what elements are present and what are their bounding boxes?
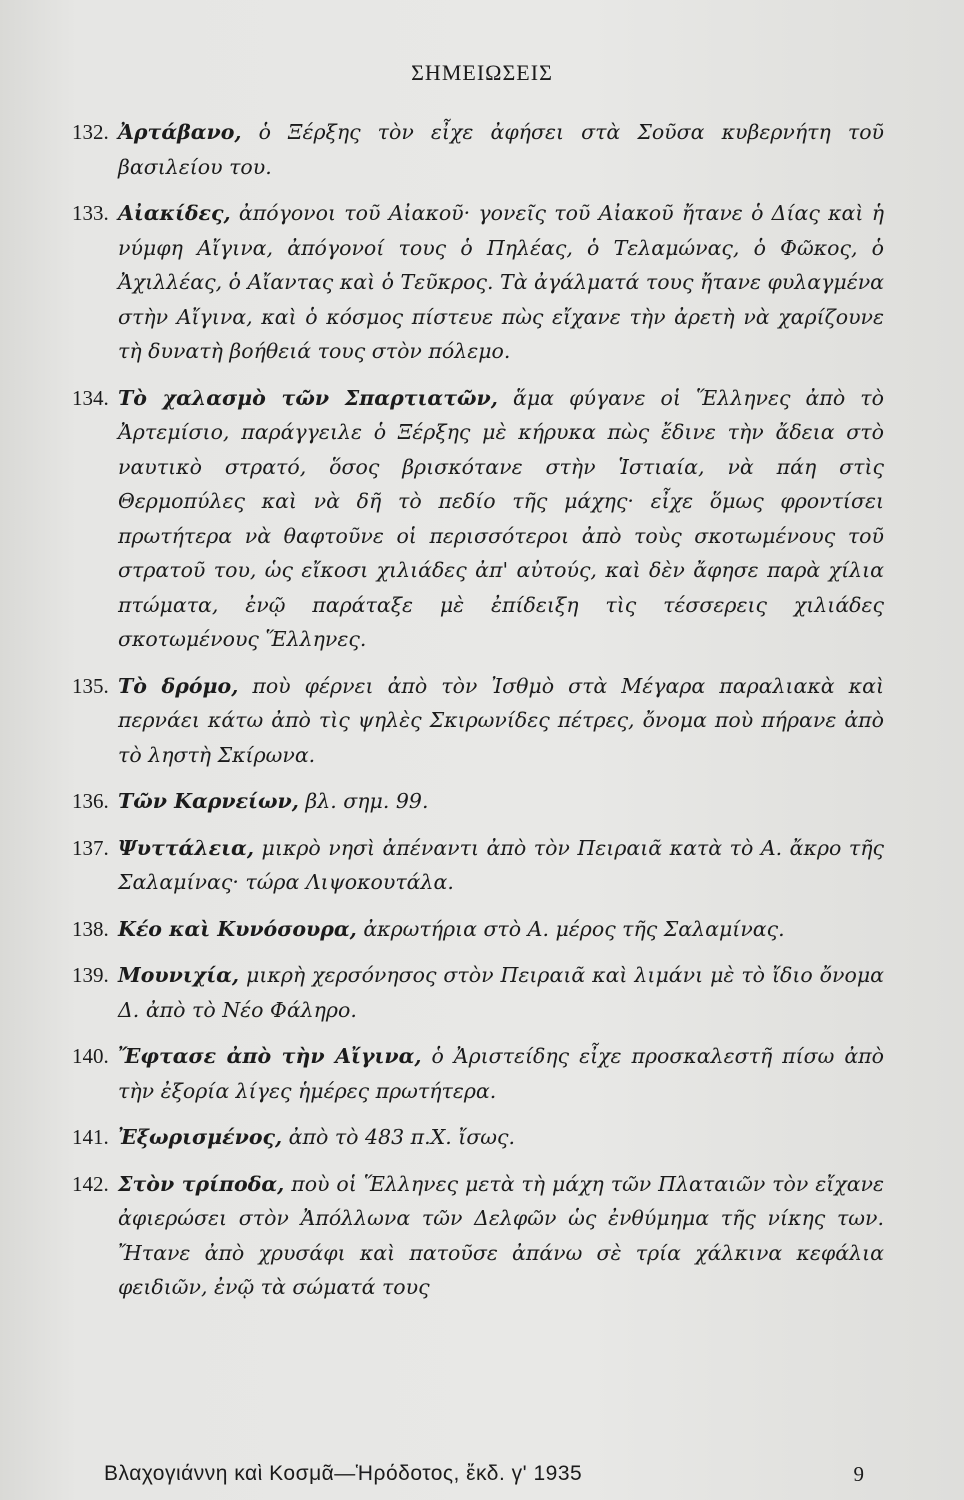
note-text: ἀπὸ τὸ 483 π.Χ. ἴσως. <box>282 1125 516 1149</box>
note-text: βλ. σημ. 99. <box>298 789 429 813</box>
note-lemma: Ψυττάλεια, <box>118 835 254 860</box>
note-142 <box>72 1167 884 1305</box>
note-number: 141. <box>72 1125 109 1149</box>
note-133 <box>72 196 884 369</box>
note-140 <box>72 1039 884 1108</box>
note-text: ἀκρωτήρια στὸ Α. μέρος τῆς Σαλαμίνας. <box>356 916 785 941</box>
note-number: 134. <box>72 385 109 410</box>
note-number: 135. <box>72 673 109 698</box>
note-text: ὁ Ξέρξης τὸν εἶχε ἀφήσει στὰ Σοῦσα κυβερνήτη τοῦ βασιλείου του. <box>118 120 884 179</box>
note-lemma: Κέο καὶ Κυνόσουρα, <box>118 916 357 941</box>
note-text: ἅμα φύγανε οἱ Ἕλληνες ἀπὸ τὸ Ἀρτεμίσιο, παράγγειλε ὁ Ξέρξης μὲ κήρυκα πὼς ἔδινε τὴν ἄδεια στὸ ναυτικὸ στρατό, ὅσος βρισκότανε στὴν Ἱστιαία, νὰ πάη στὶς Θερμοπύλες καὶ νὰ δῆ τὸ πεδίο τῆς μάχης· εἶχε ὅμως φροντίσει πρωτήτερα νὰ θαφτοῦνε οἱ περισσότεροι ἀπὸ τοὺς σκοτωμένους τοῦ στρατοῦ του, ὡς εἴκοσι χιλιάδες ἀπ' αὐτούς, καὶ δὲν ἄφησε παρὰ χίλια πτώματα, ἐνῷ παράταξε μὲ ἐπίδειξη τὶς τέσσερεις χιλιάδες σκοτωμένους Ἕλληνες. <box>118 385 884 651</box>
note-135 <box>72 669 884 773</box>
note-number: 136. <box>72 789 109 813</box>
note-lemma: Τὸ χαλασμὸ τῶν Σπαρτιατῶν, <box>118 385 498 410</box>
note-136 <box>72 784 884 819</box>
notes-list <box>72 115 884 1317</box>
note-number: 132. <box>72 120 109 144</box>
note-lemma: Ἔφτασε ἀπὸ τὴν Αἴγινα, <box>118 1044 422 1068</box>
note-text: ὁ Ἀριστείδης εἶχε προσκαλεστῆ πίσω ἀπὸ τὴν ἐξορία λίγες ἡμέρες πρωτήτερα. <box>118 1044 884 1103</box>
note-number: 138. <box>72 916 109 941</box>
note-number: 142. <box>72 1171 109 1196</box>
note-text: ποὺ οἱ Ἕλληνες μετὰ τὴ μάχη τῶν Πλαταιῶν τὸν εἴχανε ἀφιερώσει στὸν Ἀπόλλωνα τῶν Δελφῶν ὡς ἐνθύμημα τῆς νίκης των. Ἤτανε ἀπὸ χρυσάφι καὶ πατοῦσε ἀπάνω σὲ τρία χάλκινα κεφάλια φειδιῶν, ἐνῷ τὰ σώματά τους <box>118 1171 884 1299</box>
page-number: 9 <box>853 1462 864 1486</box>
note-137 <box>72 831 884 900</box>
note-number: 139. <box>72 963 109 987</box>
note-text: ἀπόγονοι τοῦ Αἰακοῦ· γονεῖς τοῦ Αἰακοῦ ἤτανε ὁ Δίας καὶ ἡ νύμφη Αἴγινα, ἀπόγονοί τους ὁ Πηλέας, ὁ Τελαμώνας, ὁ Φῶκος, ὁ Ἀχιλλέας, ὁ Αἴαντας καὶ ὁ Τεῦκρος. Τὰ ἀγάλματά τους ἤτανε φυλαγμένα στὴν Αἴγινα, καὶ ὁ κόσμος πίστευε πὼς εἴχανε τὴν ἀρετὴ νὰ χαρίζουνε τὴ δυνατὴ βοήθειά τους στὸν πόλεμο. <box>118 201 884 363</box>
note-139 <box>72 958 884 1027</box>
note-lemma: Στὸν τρίποδα, <box>118 1171 285 1196</box>
note-lemma: Ἀρτάβανο, <box>118 120 242 144</box>
note-text: μικρὸ νησὶ ἀπέναντι ἀπὸ τὸν Πειραιᾶ κατὰ τὸ Α. ἄκρο τῆς Σαλαμίνας· τώρα Λιψοκουτάλα. <box>118 835 884 894</box>
note-text: ποὺ φέρνει ἀπὸ τὸν Ἰσθμὸ στὰ Μέγαρα παραλιακὰ καὶ περνάει κάτω ἀπὸ τὶς ψηλὲς Σκιρωνίδες πέτρες, ὄνομα ποὺ πήρανε ἀπὸ τὸ ληστὴ Σκίρωνα. <box>118 673 884 767</box>
note-lemma: Τὸ δρόμο, <box>118 673 239 698</box>
note-text: μικρὴ χερσόνησος στὸν Πειραιᾶ καὶ λιμάνι μὲ τὸ ἴδιο ὄνομα Δ. ἀπὸ τὸ Νέο Φάληρο. <box>118 963 884 1022</box>
note-lemma: Αἰακίδες, <box>118 201 231 225</box>
note-138 <box>72 912 884 947</box>
note-lemma: Ἐξωρισμένος, <box>118 1125 283 1149</box>
running-head: ΣΗΜΕΙΩΣΕΙΣ <box>411 60 553 85</box>
note-lemma: Τῶν Καρνείων, <box>118 789 299 813</box>
footer-imprint: Βλαχογιάννη καὶ Κοσμᾶ—Ἡρόδοτος, ἔκδ. γ' 1935 <box>104 1462 583 1485</box>
note-141 <box>72 1120 884 1155</box>
note-134 <box>72 381 884 657</box>
note-number: 133. <box>72 201 109 225</box>
note-number: 140. <box>72 1044 109 1068</box>
note-132 <box>72 115 884 184</box>
note-number: 137. <box>72 835 109 860</box>
note-lemma: Μουνιχία, <box>118 963 240 987</box>
